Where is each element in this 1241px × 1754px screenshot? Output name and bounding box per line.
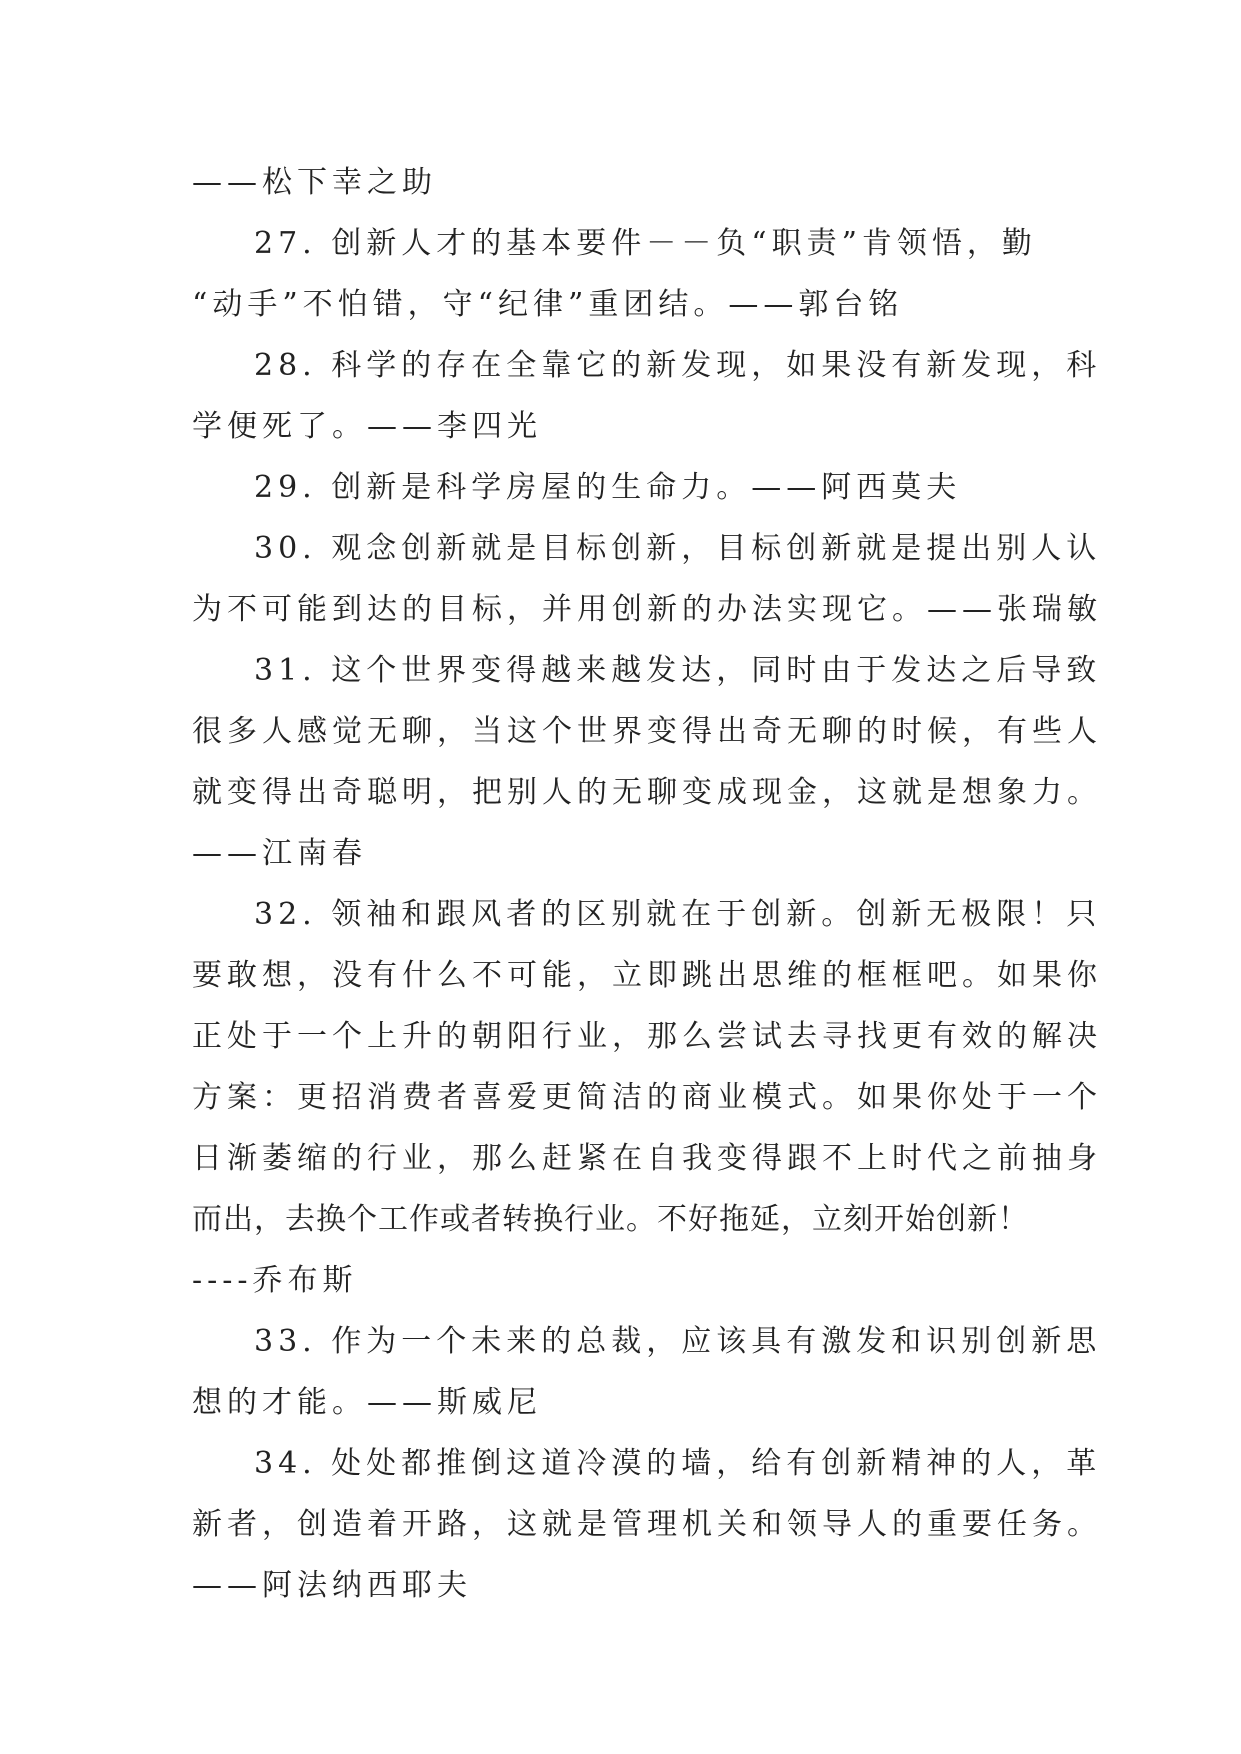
- text-line: ——阿法纳西耶夫: [192, 1568, 472, 1603]
- text-line: ----乔布斯: [192, 1263, 358, 1298]
- text-line: 日渐萎缩的行业，那么赶紧在自我变得跟不上时代之前抽身: [192, 1141, 1102, 1176]
- text-line: “动手”不怕错，守“纪律”重团结。——郭台铭: [192, 287, 904, 322]
- text-line: 就变得出奇聪明，把别人的无聊变成现金，这就是想象力。: [192, 775, 1102, 810]
- text-line: 想的才能。——斯威尼: [192, 1385, 542, 1420]
- text-line: 新者，创造着开路，这就是管理机关和领导人的重要任务。: [192, 1507, 1102, 1542]
- text-line: 34. 处处都推倒这道冷漠的墙，给有创新精神的人，革: [254, 1446, 1102, 1481]
- text-line: 为不可能到达的目标，并用创新的办法实现它。——张瑞敏: [192, 592, 1102, 627]
- document-page: [192, 152, 1102, 1616]
- text-line: 28. 科学的存在全靠它的新发现，如果没有新发现，科: [254, 348, 1102, 383]
- text-line: 很多人感觉无聊，当这个世界变得出奇无聊的时候，有些人: [192, 714, 1102, 749]
- text-line: 而出，去换个工作或者转换行业。不好拖延，立刻开始创新！: [192, 1202, 1029, 1237]
- text-line: 要敢想，没有什么不可能，立即跳出思维的框框吧。如果你: [192, 958, 1102, 993]
- text-line: 29. 创新是科学房屋的生命力。——阿西莫夫: [254, 470, 962, 505]
- text-line: ——松下幸之助: [192, 165, 437, 200]
- text-line: 30. 观念创新就是目标创新，目标创新就是提出别人认: [254, 531, 1102, 566]
- text-line: ——江南春: [192, 836, 367, 871]
- text-line: 32. 领袖和跟风者的区别就在于创新。创新无极限！只: [254, 897, 1102, 932]
- text-line: 31. 这个世界变得越来越发达，同时由于发达之后导致: [254, 653, 1102, 688]
- text-line: 学便死了。——李四光: [192, 409, 542, 444]
- text-line: 27. 创新人才的基本要件－－负“职责”肯领悟，勤: [254, 226, 1037, 261]
- text-line: 正处于一个上升的朝阳行业，那么尝试去寻找更有效的解决: [192, 1019, 1102, 1054]
- text-line: 33. 作为一个未来的总裁，应该具有激发和识别创新思: [254, 1324, 1102, 1359]
- text-line: 方案：更招消费者喜爱更简洁的商业模式。如果你处于一个: [192, 1080, 1102, 1115]
